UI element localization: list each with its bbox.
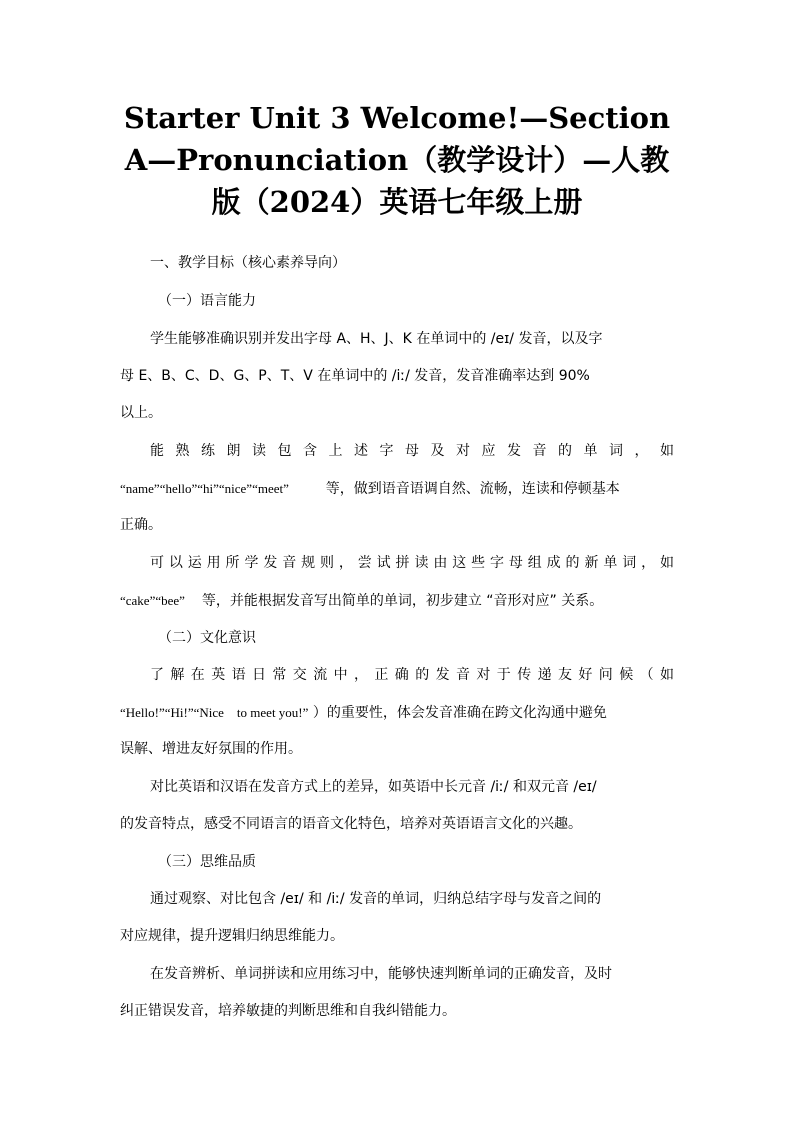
example-words: “name”“hello”“hi”“nice”“meet”	[120, 481, 289, 496]
example-words: “cake”“bee”	[120, 593, 185, 608]
paragraph-line: 了解在英语日常交流中，正确的发音对于传递友好问候（如	[150, 667, 674, 683]
paragraph-line: 母 E、B、C、D、G、P、T、V 在单词中的 /iː/ 发音，发音准确率达到 90%	[120, 368, 590, 384]
subheading-thinking-quality: （三）思维品质	[158, 854, 256, 870]
paragraph-text: 等，并能根据发音写出简单的单词，初步建立 “音形对应” 关系。	[201, 593, 604, 609]
paragraph-line: 在发音辨析、单词拼读和应用练习中，能够快速判断单词的正确发音，及时	[150, 966, 612, 982]
document-title	[100, 97, 694, 223]
paragraph-line: 以上。	[120, 405, 162, 421]
paragraph-text: ）的重要性，体会发音准确在跨文化沟通中避免	[312, 705, 607, 721]
paragraph-line: 学生能够准确识别并发出字母 A、H、J、K 在单词中的 /eɪ/ 发音，以及字	[150, 331, 603, 347]
title-line-2: A—Pronunciation（教学设计）—人教	[124, 143, 670, 177]
title-line-1: Starter Unit 3 Welcome!—Section	[123, 101, 671, 135]
paragraph-line	[120, 582, 603, 619]
paragraph-line	[120, 694, 607, 731]
title-line-3: 版（2024）英语七年级上册	[211, 185, 583, 219]
paragraph-line: 纠正错误发音，培养敏捷的判断思维和自我纠错能力。	[120, 1003, 456, 1019]
subheading-cultural-awareness: （二）文化意识	[158, 630, 256, 646]
section-heading: 一、教学目标（核心素养导向）	[150, 255, 346, 271]
subheading-language-ability: （一）语言能力	[158, 293, 256, 309]
paragraph-line: 通过观察、对比包含 /eɪ/ 和 /iː/ 发音的单词，归纳总结字母与发音之间的	[150, 891, 602, 907]
paragraph-text: 等，做到语音语调自然、流畅，连读和停顿基本	[325, 481, 620, 497]
example-greetings: “Hello!”“Hi!”“Nice to meet you!”	[120, 705, 309, 720]
paragraph-line: 对比英语和汉语在发音方式上的差异，如英语中长元音 /iː/ 和双元音 /eɪ/	[150, 779, 597, 795]
paragraph-line: 的发音特点，感受不同语言的语音文化特色，培养对英语语言文化的兴趣。	[120, 816, 582, 832]
paragraph-line: 正确。	[120, 517, 162, 533]
paragraph-line: 误解、增进友好氛围的作用。	[120, 741, 302, 757]
paragraph-line: 能熟练朗读包含上述字母及对应发音的单词，如	[150, 443, 674, 459]
paragraph-line: 可以运用所学发音规则，尝试拼读由这些字母组成的新单词，如	[150, 555, 674, 571]
paragraph-line: 对应规律，提升逻辑归纳思维能力。	[120, 928, 344, 944]
paragraph-line	[120, 470, 620, 507]
